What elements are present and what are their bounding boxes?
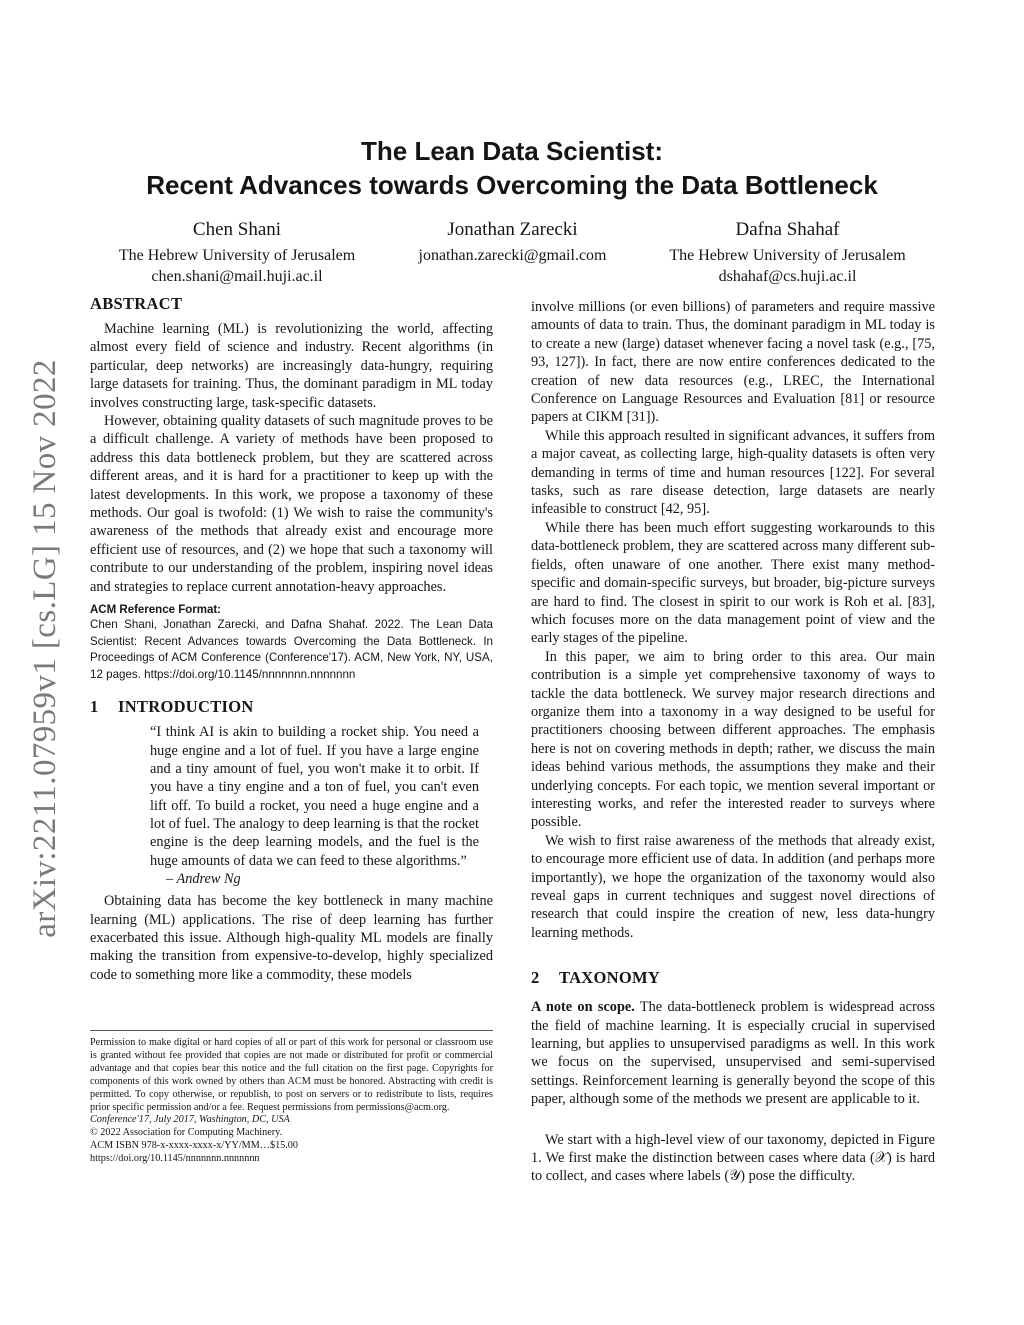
acm-reference-heading: ACM Reference Format: — [90, 604, 221, 617]
left-column — [90, 294, 493, 984]
permission-notice: Permission to make digital or hard copies of all or part of this work for personal or classroom use is granted without fee provided that copies are not made or distributed for profit or commercial advantage and that copies bear this notice and the full citation on the first page. Copyrights for components of this work owned by others than ACM must be honored. Abstracting with credit is permitted. To copy otherwise, or republish, to post on servers or to redistribute to lists, requires prior specific permission and/or a fee. Request permissions from permissions@acm.org. — [90, 1037, 493, 1113]
introduction-heading — [90, 697, 493, 717]
author-affiliation: The Hebrew University of Jerusalem — [669, 247, 906, 264]
abstract-heading: ABSTRACT — [90, 294, 183, 313]
author-affiliation: The Hebrew University of Jerusalem — [118, 247, 356, 264]
author-block-2 — [380, 218, 645, 266]
conference-info: Conference'17, July 2017, Washington, DC, USA — [90, 1114, 290, 1126]
author-name: Dafna Shahaf — [735, 219, 840, 240]
intro-paragraph-1: Obtaining data has become the key bottleneck in many machine learning (ML) applications. The rise of deep learning has further exacerbated this issue. Although high-quality ML models are finally making the transition from expensive-to-develop, highly specialized code to something more like a commodity, these models — [90, 893, 493, 983]
section-number: 1 — [90, 697, 99, 717]
abstract-paragraph-1: Machine learning (ML) is revolutionizing the world, affecting almost every field of science and industry. Recent algorithms (in particular, deep networks) are increasingly data-hungry, requiring large datasets for training. Thus, the dominant paradigm in ML today involves constructing large, task-specific datasets. — [90, 321, 493, 411]
scope-text: The data-bottleneck problem is widespread across the field of machine learning. It is especially crucial in supervised learning, but applies to unsupervised paradigms as well. In this work we focus on the supervised, unsupervised and semi-supervised settings. Reinforcement learning is generally beyond the scope of this paper, although some of the methods we present are applicable to it. — [531, 999, 935, 1108]
arxiv-identifier-stamp: arXiv:2211.07959v1 [cs.LG] 15 Nov 2022 — [26, 358, 63, 938]
section-number: 2 — [531, 968, 540, 988]
abstract-paragraph-2: However, obtaining quality datasets of such magnitude proves to be a difficult challenge. A variety of methods have been proposed to address this data bottleneck problem, but they are scattered across different areas, and it is hard for a practitioner to keep up with the latest developments. In this work, we propose a taxonomy of these methods. Our goal is twofold: (1) We wish to raise the community's awareness of the methods that already exist and encourage more efficient use of resources, and (2) we hope that such a taxonomy will contribute to our understanding of the problem, inspiring novel ideas and strategies to replace current annotation-heavy approaches. — [90, 413, 493, 595]
quote-text: “I think AI is akin to building a rocket ship. You need a huge engine and a lot of fuel. If you have a large engine and a tiny amount of fuel, you won't make it to orbit. If you have a tiny engine and a ton of fuel, you can't even lift off. To build a rocket, you need a huge engine and a lot of fuel. The analogy to deep learning is that the rocket engine is the deep learning models, and the fuel is the huge amounts of data we can feed to these algorithms.” — [150, 724, 479, 869]
epigraph-quote — [150, 723, 479, 888]
taxonomy-paragraph-2: We start with a high-level view of our taxonomy, depicted in Figure 1. We first make the distinction between cases where data (𝒳) is hard to collect, and cases where labels (𝒴) pose the difficulty. — [531, 1131, 935, 1185]
author-block-1 — [92, 218, 382, 287]
quote-attribution: – Andrew Ng — [166, 870, 241, 887]
author-email[interactable]: chen.shani@mail.huji.ac.il — [151, 268, 323, 285]
taxonomy-heading — [531, 968, 935, 988]
author-name: Jonathan Zarecki — [447, 219, 578, 240]
author-block-3 — [640, 218, 935, 287]
scope-paragraph — [531, 998, 935, 1108]
intro-paragraph-4: While there has been much effort suggesting workarounds to this data-bottleneck problem, they are scattered across many different sub-fields, often unaware of one another. There exist many method-specific and domain-specific surveys, but broader, big-picture surveys are hard to find. The closest in spirit to our work is Roh et al. [83], which focuses more on the data management point of view and the early stages of the pipeline. — [531, 519, 935, 647]
isbn-line: ACM ISBN 978-x-xxxx-xxxx-x/YY/MM…$15.00 — [90, 1140, 298, 1152]
intro-paragraph-3: While this approach resulted in significant advances, it suffers from a major caveat, as collecting large, high-quality datasets is often very demanding in terms of time and human resources [122]. For several tasks, such as rare disease detection, large datasets are nearly infeasible to construct [42, 95]. — [531, 427, 935, 518]
scope-label: A note on scope. — [531, 999, 635, 1016]
intro-paragraph-2: involve millions (or even billions) of parameters and require massive amounts of data to train. Thus, the dominant paradigm in ML today is to create a new (large) dataset whenever facing a novel task (e.g., [75, 93, 127]). In fact, there are now entire conferences dedicated to the creation of new data resources (e.g., LREC, the International Conference on Language Resources and Evaluation [81] or resource papers at CIKM [31]). — [531, 299, 935, 426]
copyright-footnote — [90, 1030, 493, 1166]
title-line-1: The Lean Data Scientist: — [361, 136, 663, 166]
intro-paragraph-6: We wish to first raise awareness of the methods that already exist, to encourage more efficient use of data. In addition (and perhaps more importantly), we hope the organization of the taxonomy would also reveal gaps in current techniques and suggest novel directions of research that could inspire the creation of new, less data-hungry learning methods. — [531, 832, 935, 941]
right-column — [531, 298, 935, 1186]
section-title: TAXONOMY — [559, 968, 661, 988]
intro-paragraph-5: In this paper, we aim to bring order to this area. Our main contribution is a simple yet comprehensive taxonomy of ways to tackle the data bottleneck. We survey major research directions and organize them into a taxonomy in a way designed to be useful for practitioners choosing between different approaches. The emphasis here is not on covering methods in depth; rather, we discuss the main ideas behind various methods, the assumptions they make and their underlying concepts. For each topic, we mention several important or interesting works, and refer the interested reader to surveys where possible. — [531, 648, 935, 831]
doi-link[interactable]: https://doi.org/10.1145/nnnnnnn.nnnnnnn — [90, 1153, 260, 1165]
author-name: Chen Shani — [192, 219, 282, 240]
title-line-2: Recent Advances towards Overcoming the Data Bottleneck — [146, 170, 878, 200]
copyright-line: © 2022 Association for Computing Machinery. — [90, 1127, 283, 1139]
paper-title — [80, 134, 944, 202]
author-email[interactable]: dshahaf@cs.huji.ac.il — [718, 268, 857, 285]
author-email[interactable]: jonathan.zarecki@gmail.com — [418, 247, 607, 264]
acm-reference-text: Chen Shani, Jonathan Zarecki, and Dafna Shahaf. 2022. The Lean Data Scientist: Recent Advances towards Overcoming the Data Bottleneck. In Proceedings of ACM Conference (Conference'17). ACM, New York, NY, USA, 12 pages. https://doi.org/10.1145/nnnnnnn.nnnnnnn — [90, 618, 493, 681]
section-title: INTRODUCTION — [118, 697, 254, 717]
